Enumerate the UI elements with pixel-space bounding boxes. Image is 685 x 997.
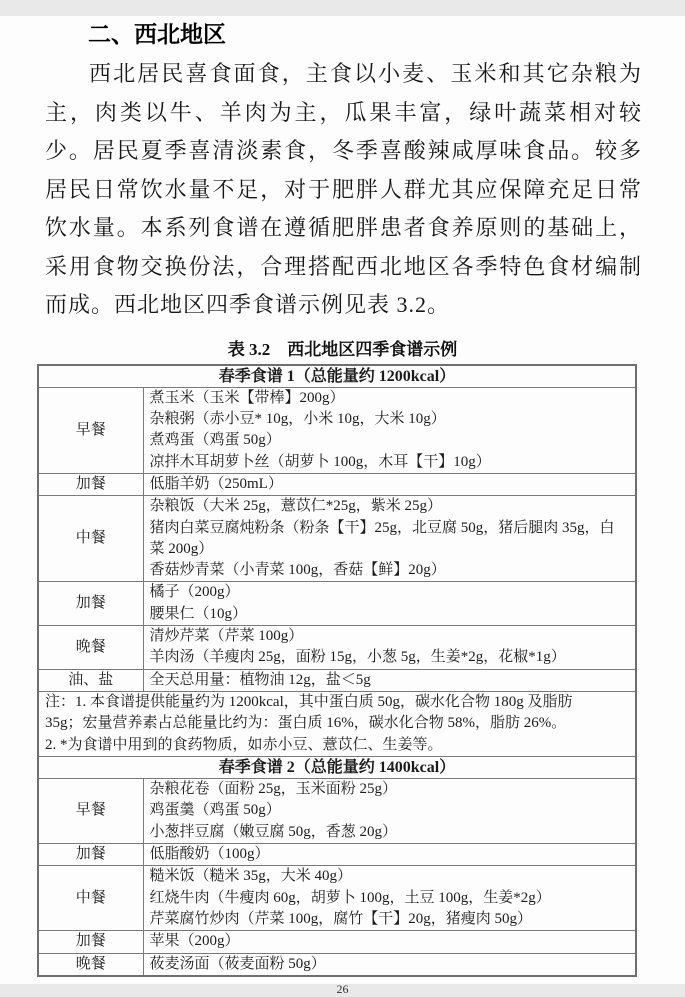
meal-row bbox=[38, 953, 636, 976]
meal-row bbox=[38, 866, 636, 931]
menu-item-line: 低脂酸奶（100g） bbox=[149, 846, 270, 863]
meal-items bbox=[143, 473, 636, 495]
document-page bbox=[0, 16, 685, 996]
meal-items bbox=[143, 496, 636, 582]
intro-paragraph: 西北居民喜食面食，主食以小麦、玉米和其它杂粮为主，肉类以牛、羊肉为主，瓜果丰富，绿叶蔬菜相对较少。居民夏季喜清淡素食，冬季喜酸辣咸厚味食品。较多居民日常饮水量不足，对于肥胖人群尤其应保障充足日常饮水量。本系列食谱在遵循肥胖患者食养原则的基础上，采用食物交换份法，合理搭配西北地区各季特色食材编制而成。西北地区四季食谱示例见表 3.2。 bbox=[45, 61, 642, 317]
note-cell bbox=[38, 691, 636, 756]
meal-items bbox=[143, 387, 636, 473]
meal-label: 加餐 bbox=[38, 931, 143, 953]
menu-item-line: 苹果（200g） bbox=[149, 933, 240, 950]
menu-item-line: 莜麦汤面（莜麦面粉 50g） bbox=[149, 955, 326, 972]
menu-item-line: 杂粮花卷（面粉 25g，玉米面粉 25g） bbox=[149, 781, 398, 798]
menu-item-line: 杂粮粥（赤小豆* 10g，小米 10g，大米 10g） bbox=[149, 411, 446, 428]
meal-label: 加餐 bbox=[38, 844, 143, 866]
meal-row bbox=[38, 626, 636, 670]
menu-item-line: 凉拌木耳胡萝卜丝（胡萝卜 100g，木耳【干】10g） bbox=[149, 453, 491, 470]
menu-item-line: 煮玉米（玉米【带棒】200g） bbox=[149, 389, 345, 406]
note-line: 35g；宏量营养素占总能量比约为：蛋白质 16%，碳水化合物 58%，脂肪 26%。 bbox=[45, 715, 567, 732]
meal-label: 中餐 bbox=[38, 866, 143, 931]
menu-item-line: 红烧牛肉（牛瘦肉 60g，胡萝卜 100g，土豆 100g，生姜*2g） bbox=[149, 889, 551, 906]
meal-row bbox=[38, 669, 636, 691]
meal-label: 油、盐 bbox=[38, 669, 143, 691]
menu-item-line: 芹菜腐竹炒肉（芹菜 100g，腐竹【干】20g，猪瘦肉 50g） bbox=[149, 910, 533, 927]
menu-item-line: 煮鸡蛋（鸡蛋 50g） bbox=[149, 432, 281, 449]
meal-items bbox=[143, 779, 636, 844]
menu-item-line: 杂粮饭（大米 25g，薏苡仁*25g，紫米 25g） bbox=[149, 498, 443, 515]
menu-item-line: 猪肉白菜豆腐炖粉条（粉条【干】25g，北豆腐 50g，猪后腿肉 35g，白菜 200g） bbox=[149, 519, 615, 557]
meal-row bbox=[38, 779, 636, 844]
section-title: 春季食谱 2（总能量约 1400kcal） bbox=[38, 756, 636, 778]
meal-items bbox=[143, 669, 636, 691]
meal-label: 中餐 bbox=[38, 496, 143, 582]
table-caption: 表 3.2 西北地区四季食谱示例 bbox=[227, 339, 458, 359]
meal-label: 加餐 bbox=[38, 582, 143, 626]
menu-table bbox=[37, 364, 637, 977]
meal-row bbox=[38, 582, 636, 626]
meal-row bbox=[38, 844, 636, 866]
meal-items bbox=[143, 953, 636, 976]
meal-row bbox=[38, 496, 636, 582]
meal-items bbox=[143, 626, 636, 670]
menu-item-line: 橘子（200g） bbox=[149, 584, 240, 601]
meal-row bbox=[38, 473, 636, 495]
meal-label: 晚餐 bbox=[38, 953, 143, 976]
meal-items bbox=[143, 866, 636, 931]
meal-items bbox=[143, 582, 636, 626]
meal-label: 早餐 bbox=[38, 387, 143, 473]
section-title-row bbox=[38, 756, 636, 778]
meal-label: 晚餐 bbox=[38, 626, 143, 670]
meal-row bbox=[38, 387, 636, 473]
menu-table-body bbox=[38, 365, 636, 976]
page-number: 26 bbox=[336, 981, 349, 996]
menu-item-line: 全天总用量：植物油 12g，盐＜5g bbox=[149, 671, 371, 688]
section-title-row bbox=[38, 365, 636, 388]
menu-item-line: 香菇炒青菜（小青菜 100g，香菇【鲜】20g） bbox=[149, 562, 446, 579]
menu-item-line: 清炒芹菜（芹菜 100g） bbox=[149, 628, 304, 645]
menu-item-line: 鸡蛋羹（鸡蛋 50g） bbox=[149, 802, 281, 819]
section-title: 春季食谱 1（总能量约 1200kcal） bbox=[38, 365, 636, 388]
meal-items bbox=[143, 844, 636, 866]
note-line: 2. *为食谱中用到的食药物质，如赤小豆、薏苡仁、生姜等。 bbox=[45, 736, 443, 753]
note-row bbox=[38, 691, 636, 756]
note-line: 注：1. 本食谱提供能量约为 1200kcal，其中蛋白质 50g，碳水化合物 180g 及脂肪 bbox=[45, 693, 573, 710]
meal-items bbox=[143, 931, 636, 953]
meal-label: 早餐 bbox=[38, 779, 143, 844]
menu-item-line: 腰果仁（10g） bbox=[149, 605, 248, 622]
menu-item-line: 小葱拌豆腐（嫩豆腐 50g，香葱 20g） bbox=[149, 823, 398, 840]
meal-row bbox=[38, 931, 636, 953]
section-heading: 二、西北地区 bbox=[88, 21, 226, 47]
meal-label: 加餐 bbox=[38, 473, 143, 495]
menu-item-line: 羊肉汤（羊瘦肉 25g，面粉 15g，小葱 5g，生姜*2g，花椒*1g） bbox=[149, 649, 566, 666]
menu-item-line: 低脂羊奶（250mL） bbox=[149, 475, 283, 492]
menu-item-line: 糙米饭（糙米 35g，大米 40g） bbox=[149, 868, 353, 885]
